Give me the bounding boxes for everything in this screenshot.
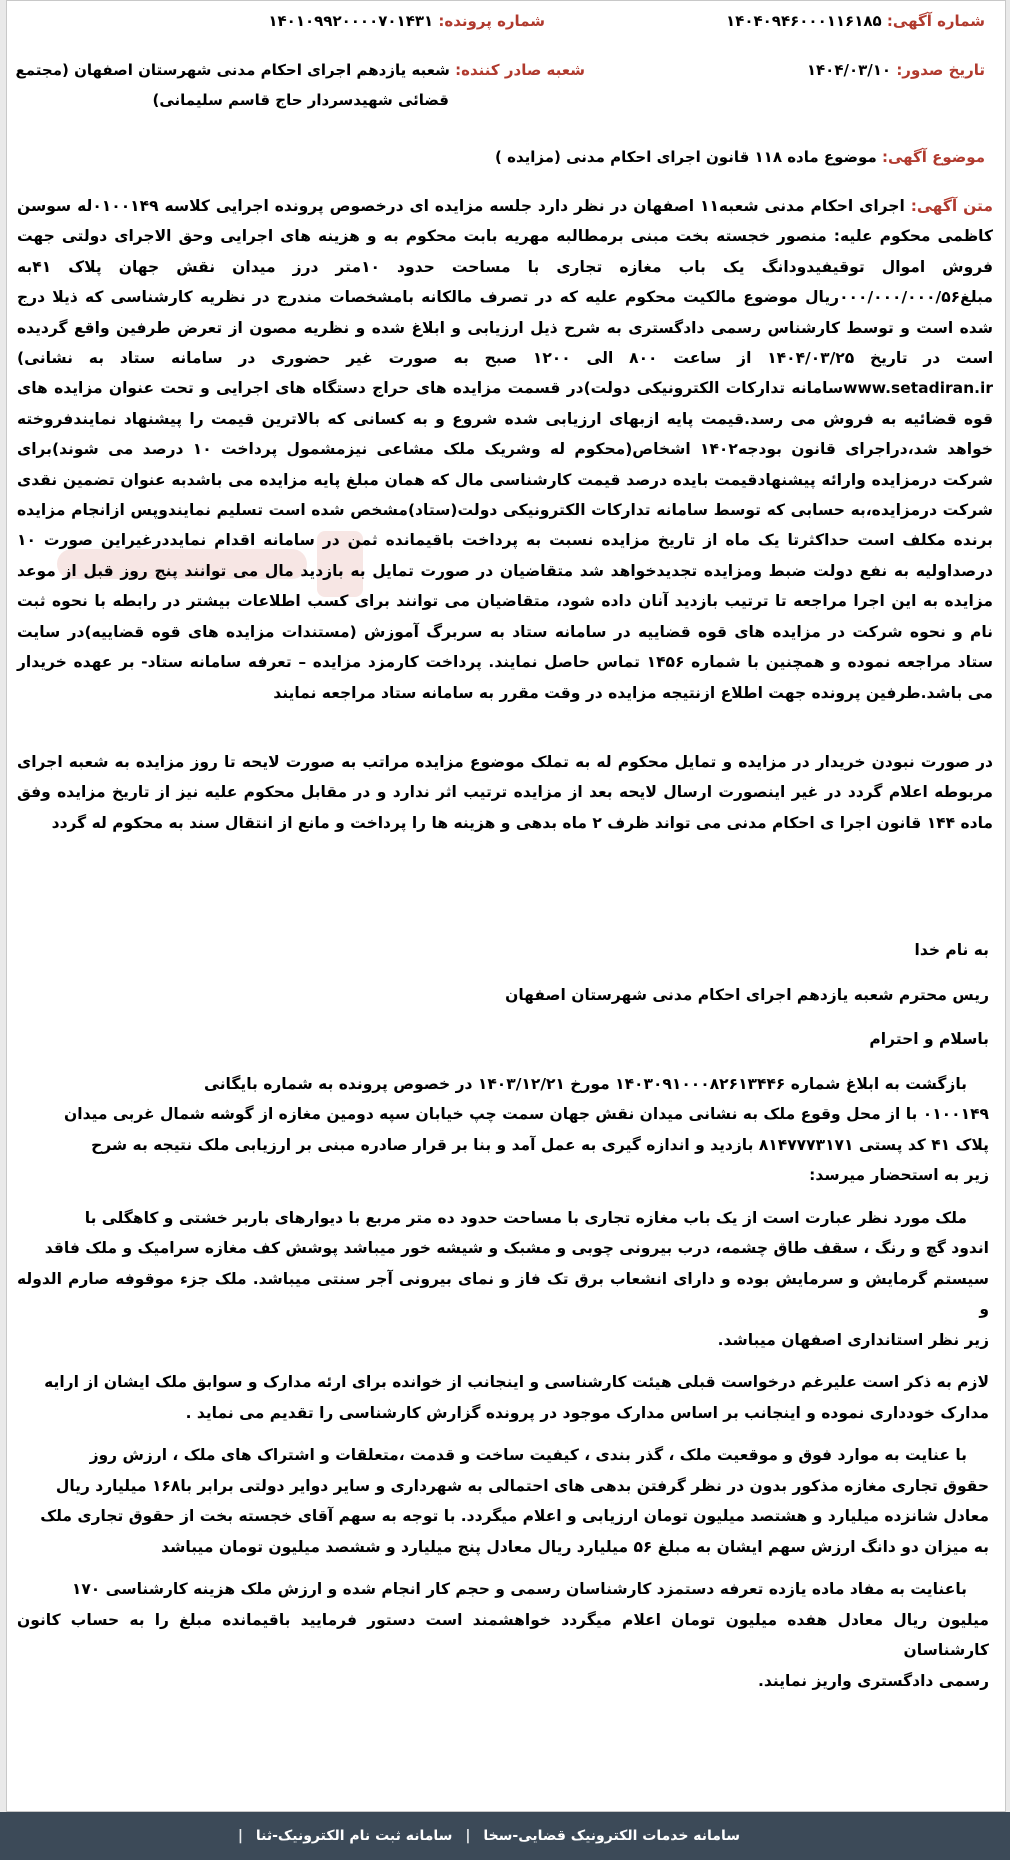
ad-number-value: ۱۴۰۴۰۹۴۶۰۰۰۱۱۶۱۸۵ [726,12,882,30]
footer-separator-end: | [237,1828,243,1844]
ad-paragraph-2: در صورت نبودن خریدار در مزایده و تمایل محکوم له به تملک موضوع مزایده مراتب به صورت لایحه تا روز مزایده به شعبه اجرای مربوطه اعلام گردد در غیر اینصورت ارسال لایحه بعد از مزایده ترتیب اثر ندارد و در مقابل محکوم علیه نیز از تاریخ مزایده وفق ماده ۱۴۴ قانون اجرا ی احکام مدنی می تواند ظرف ۲ ماه بدهی و هزینه ها را پرداخت و مانع از انتقال سند به محکوم له گردد [17,753,993,832]
letter-salutation: به نام خدا [914,941,989,959]
footer-link-sakha[interactable]: سامانه خدمات الکترونیک قضایی-سخا [483,1828,740,1844]
notice-page [6,0,1006,1812]
footer-separator: | [465,1828,471,1844]
issue-date-label: تاریخ صدور: [896,61,985,79]
letter-paragraph-4: با عنایت به موارد فوق و موقعیت ملک ، گذر بندی ، کیفیت ساخت و قدمت ،متعلقات و اشتراک های ملک ، ارزش روز حقوق تجاری مغازه مذکور بدون در نظر گرفتن بدهی های احتمالی به شهرداری و سایر دوایر دولتی برابر با۱۶۸ میلیارد ریال معادل شانزده میلیارد و هشتصد میلیون تومان ارزیابی و اعلام میگردد. با توجه به سهم آقای خجسته بخت از حقوق تجاری ملک به میزان دو دانگ ارزش سهم ایشان به مبلغ ۵۶ میلیارد ریال معادل پنج میلیارد و ششصد میلیون تومان میباشد [40,1446,989,1556]
branch-row [15,56,585,84]
expert-letter [17,935,989,1696]
letter-paragraph-3: لازم به ذکر است علیرغم درخواست قبلی هیئت کارشناسی و اینجانب از خوانده برای ارئه مدارک و سوابق ملک ایشان از ارایه مدارک خودداری نموده و اینجانب بر اساس مدارک موجود در پرونده گزارش کارشناسی را تقدیم می نماید . [44,1373,989,1422]
branch-label: شعبه صادر کننده: [455,61,585,79]
letter-paragraph-2: ملک مورد نظر عبارت است از یک باب مغازه تجاری با مساحت حدود ده متر مربع با دیوارهای باربر خشتی و کاهگلی با اندود گچ و رنگ ، سقف طاق چشمه، درب بیرونی چوبی و مشبک و شیشه خور میباشد پوشش کف مغازه سرامیک و ملک فاقد سیستم گرمایش و سرمایش بوده و دارای انشعاب برق تک فاز و نمای بیرونی آجر سنتی میباشد. ملک جزء موقوفه صارم الدوله و زیر نظر استانداری اصفهان میباشد. [17,1208,989,1349]
footer-bar [0,1812,1010,1860]
footer-link-sana[interactable]: سامانه ثبت نام الکترونیک-ثنا [255,1828,453,1844]
footer-links [230,1812,740,1860]
case-number-row [268,7,545,35]
subject-label: موضوع آگهی: [881,148,985,166]
branch-value-line1: شعبه یازدهم اجرای احکام مدنی شهرستان اصفهان (مجتمع [15,61,450,79]
case-number-value: ۱۴۰۱۰۹۹۲۰۰۰۰۷۰۱۴۳۱ [268,12,434,30]
subject-value: موضوع ماده ۱۱۸ قانون اجرای احکام مدنی (مزایده ) [495,148,877,166]
issue-date-row [807,56,985,84]
branch-row-2 [153,86,450,114]
case-number-label: شماره پرونده: [438,12,545,30]
ad-number-row [726,7,985,35]
branch-value-line2: قضائی شهیدسردار حاج قاسم سلیمانی) [152,91,449,109]
letter-paragraph-1: بازگشت به ابلاغ شماره ۱۴۰۳۰۹۱۰۰۰۸۲۶۱۳۴۴۶ مورخ ۱۴۰۳/۱۲/۲۱ در خصوص پرونده به شماره بایگانی ۰۱۰۰۱۴۹ با از محل وقوع ملک به نشانی میدان نقش جهان سمت چپ خیابان سپه دومین مغازه از گوشه شمال غربی میدان پلاک ۴۱ کد پستی ۸۱۴۷۷۷۳۱۷۱ بازدید و اندازه گیری به عمل آمد و بنا بر قرار صادره مبنی بر ارزیابی ملک نتیجه به شرح زیر به استحضار میرسد: [64,1074,989,1184]
ad-paragraph-1: متن آگهی: اجرای احکام مدنی شعبه۱۱ اصفهان در نظر دارد جلسه مزایده ای درخصوص پرونده اجرایی کلاسه ۰۱۰۰۱۴۹له سوسن کاظمی محکوم علیه: منصور خجسته بخت مبنی برمطالبه مهریه بابت محکوم به و هزینه های اجرایی وحق الاجرای دولتی جهت فروش اموال توقیفیدودانگ یک باب مغازه تجاری با مساحت حدود ۱۰متر درز میدان نقش جهان پلاک ۴۱به مبلغ۰۰۰/۰۰۰/۰۰۰/۵۶ریال موضوع مالکیت محکوم علیه که در تصرف مالکانه بامشخصات مندرج در نظریه کارشناسی که ذیلا درج شده است و توسط کارشناس رسمی دادگستری به شرح ذیل ارزیابی و ابلاغ شده و نظریه مصون از تعرض طرفین واقع گردیده است در تاریخ ۱۴۰۴/۰۳/۲۵ از ساعت ۸۰۰ الی ۱۲۰۰ صبح به صورت غیر حضوری در سامانه ستاد به نشانی) www.setadiran.irسامانه تدارکات الکترونیکی دولت)در قسمت مزایده های حراج دستگاه های اجرایی و تحت عنوان مزایده های قوه قضائیه به فروش می رسد.قیمت پایه ازبهای ارزیابی شده شروع و به کسانی که بالاترین قیمت را پیشنهاد نمایندفروخته خواهد شد،دراجرای قانون بودجه۱۴۰۲ اشخاص(محکوم له وشریک ملک مشاعی نیزمشمول پرداخت ۱۰ درصد می شوند)برای شرکت درمزایده وارائه پیشنهادقیمت بایده درصد قیمت کارشناسی مال که همان مبلغ پایه مزایده می باشدبه عنوان تضمین نقدی شرکت درمزایده،به حسابی که توسط سامانه تدارکات الکترونیکی دولت(ستاد)مشخص شده است تسلیم نمایندوپس ازانجام مزایده برنده مکلف است حداکثرتا یک ماه از تاریخ مزایده نسبت به پرداخت باقیمانده ثمن در سامانه اقدام نمایددرغیراین صورت ۱۰ درصداولیه به نفع دولت ضبط ومزایده تجدیدخواهد شد متقاضیان در صورت تمایل به بازدید مال می توانند پنج روز قبل از موعد مزایده به این اجرا مراجعه تا ترتیب بازدید آنان داده شود، متقاضیان می توانند برای کسب اطلاعات بیشتر در رابطه با نحوه ثبت نام و نحوه شرکت در مزایده های قوه قضاییه در سامانه ستاد به سربرگ آموزش (مستندات مزایده های قوه قضاییه)در سایت ستاد مراجعه نموده و همچنین با شماره ۱۴۵۶ تماس حاصل نمایند. پرداخت کارمزد مزایده – تعرفه سامانه ستاد- بر عهده خریدار می باشد.طرفین پرونده جهت اطلاع ازنتیجه مزایده در وقت مقرر به سامانه ستاد مراجعه نمایند [17,197,994,702]
text-label: متن آگهی: [910,197,993,215]
issue-date-value: ۱۴۰۴/۰۳/۱۰ [806,61,892,79]
ad-body [17,191,993,708]
letter-paragraph-5: باعنایت به مفاد ماده یازده تعرفه دستمزد کارشناسان رسمی و حجم کار انجام شده و ارزش ملک هزینه کارشناسی ۱۷۰ میلیون ریال معادل هفده میلیون تومان اعلام میگردد خواهشمند است دستور فرمایید باقیمانده مبلغ را به حساب کانون کارشناسان رسمی دادگستری واریز نمایند. [17,1580,989,1690]
ad-body-2 [17,747,993,838]
letter-greeting: باسلام و احترام [869,1030,989,1048]
ad-number-label: شماره آگهی: [886,12,985,30]
subject-row [495,143,985,171]
letter-addressee: ریس محترم شعبه یازدهم اجرای احکام مدنی شهرستان اصفهان [505,985,989,1004]
